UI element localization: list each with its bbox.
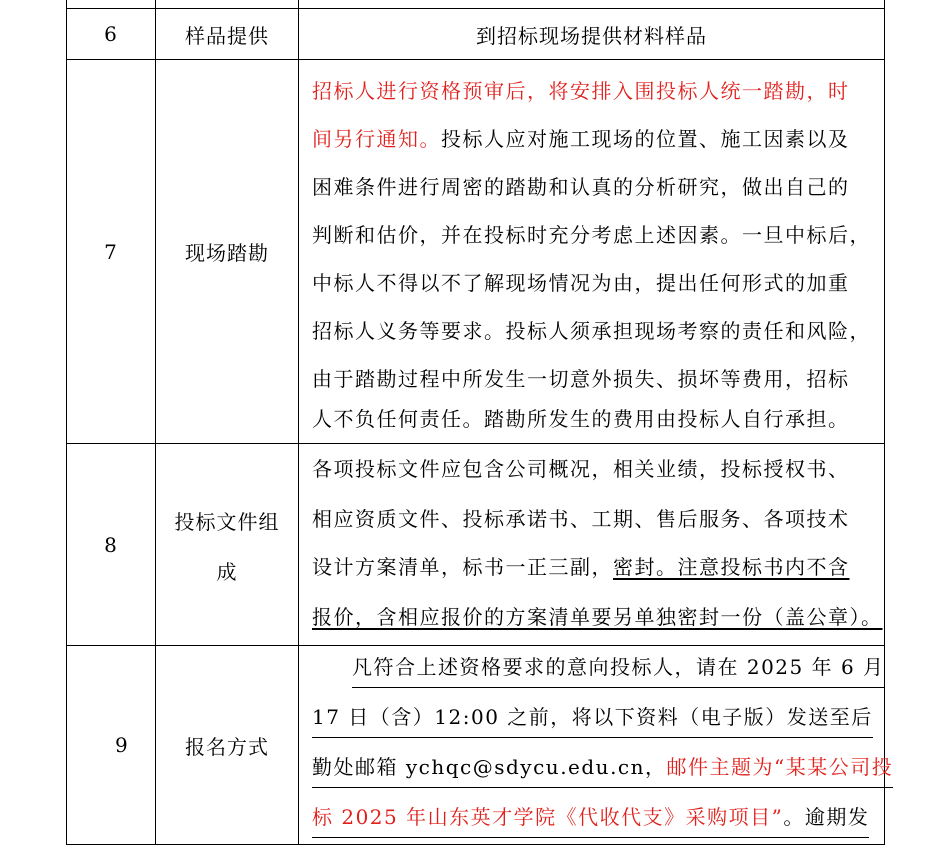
table-border-right [884, 0, 885, 845]
row-item-label-line2: 成 [216, 559, 238, 584]
content-line [312, 797, 869, 838]
content-red-segment: 间另行通知。 [312, 127, 441, 151]
row-item-label: 样品提供 [185, 23, 269, 48]
email-address: 勤处邮箱 ychqc@sdycu.edu.cn， [312, 755, 667, 779]
row-divider-7-8 [66, 443, 885, 444]
content-underlined-segment: 密封。注意投标书内不含 [613, 555, 850, 579]
content-line: 人不负任何责任。踏勘所发生的费用由投标人自行承担。 [312, 407, 850, 431]
content-line: 各项投标文件应包含公司概况，相关业绩，投标授权书、 [312, 457, 850, 481]
content-line: 17 日（含）12:00 之前，将以下资料（电子版）发送至后 [312, 697, 873, 738]
content-line [312, 543, 850, 591]
content-line: 凡符合上述资格要求的意向投标人，请在 2025 年 6 月 [352, 647, 885, 688]
row-number: 9 [115, 733, 129, 757]
content-line: 由于踏勘过程中所发生一切意外损失、损坏等费用，招标 [312, 367, 850, 391]
content-line: 困难条件进行周密的踏勘和认真的分析研究，做出自己的 [312, 175, 850, 199]
table-border-bottom [66, 844, 885, 845]
content-segment: 设计方案清单，标书一正三副， [312, 555, 613, 579]
content-segment: 投标人应对施工现场的位置、施工因素以及 [441, 127, 850, 151]
row-item-label-line1: 投标文件组 [174, 509, 280, 534]
content-red-segment: 标 2025 年山东英才学院《代收代支》采购项目” [312, 805, 784, 829]
row-item-label: 报名方式 [185, 734, 269, 759]
row-item-label: 现场踏勘 [185, 241, 269, 265]
content-line [312, 115, 850, 163]
row-content: 到招标现场提供材料样品 [476, 23, 707, 48]
content-line: 招标人进行资格预审后，将安排入围投标人统一踏勘，时 [312, 79, 850, 103]
content-red-segment: 邮件主题为“某某公司投 [666, 755, 894, 779]
row-number: 6 [104, 22, 118, 46]
content-line: 判断和估价，并在投标时充分考虑上述因素。一旦中标后， [312, 223, 871, 247]
content-line: 相应资质文件、投标承诺书、工期、售后服务、各项技术 [312, 507, 850, 531]
row-number: 8 [104, 532, 118, 557]
content-line: 招标人义务等要求。投标人须承担现场考察的责任和风险， [312, 319, 871, 343]
content-line [312, 747, 893, 788]
content-line: 中标人不得以不了解现场情况为由，提出任何形式的加重 [312, 271, 850, 295]
content-line: 报价，含相应报价的方案清单要另单独密封一份（盖公章）。 [312, 605, 883, 629]
column-divider-2 [298, 0, 299, 845]
content-segment: 。逾期发 [783, 805, 870, 829]
row-number: 7 [104, 239, 118, 264]
